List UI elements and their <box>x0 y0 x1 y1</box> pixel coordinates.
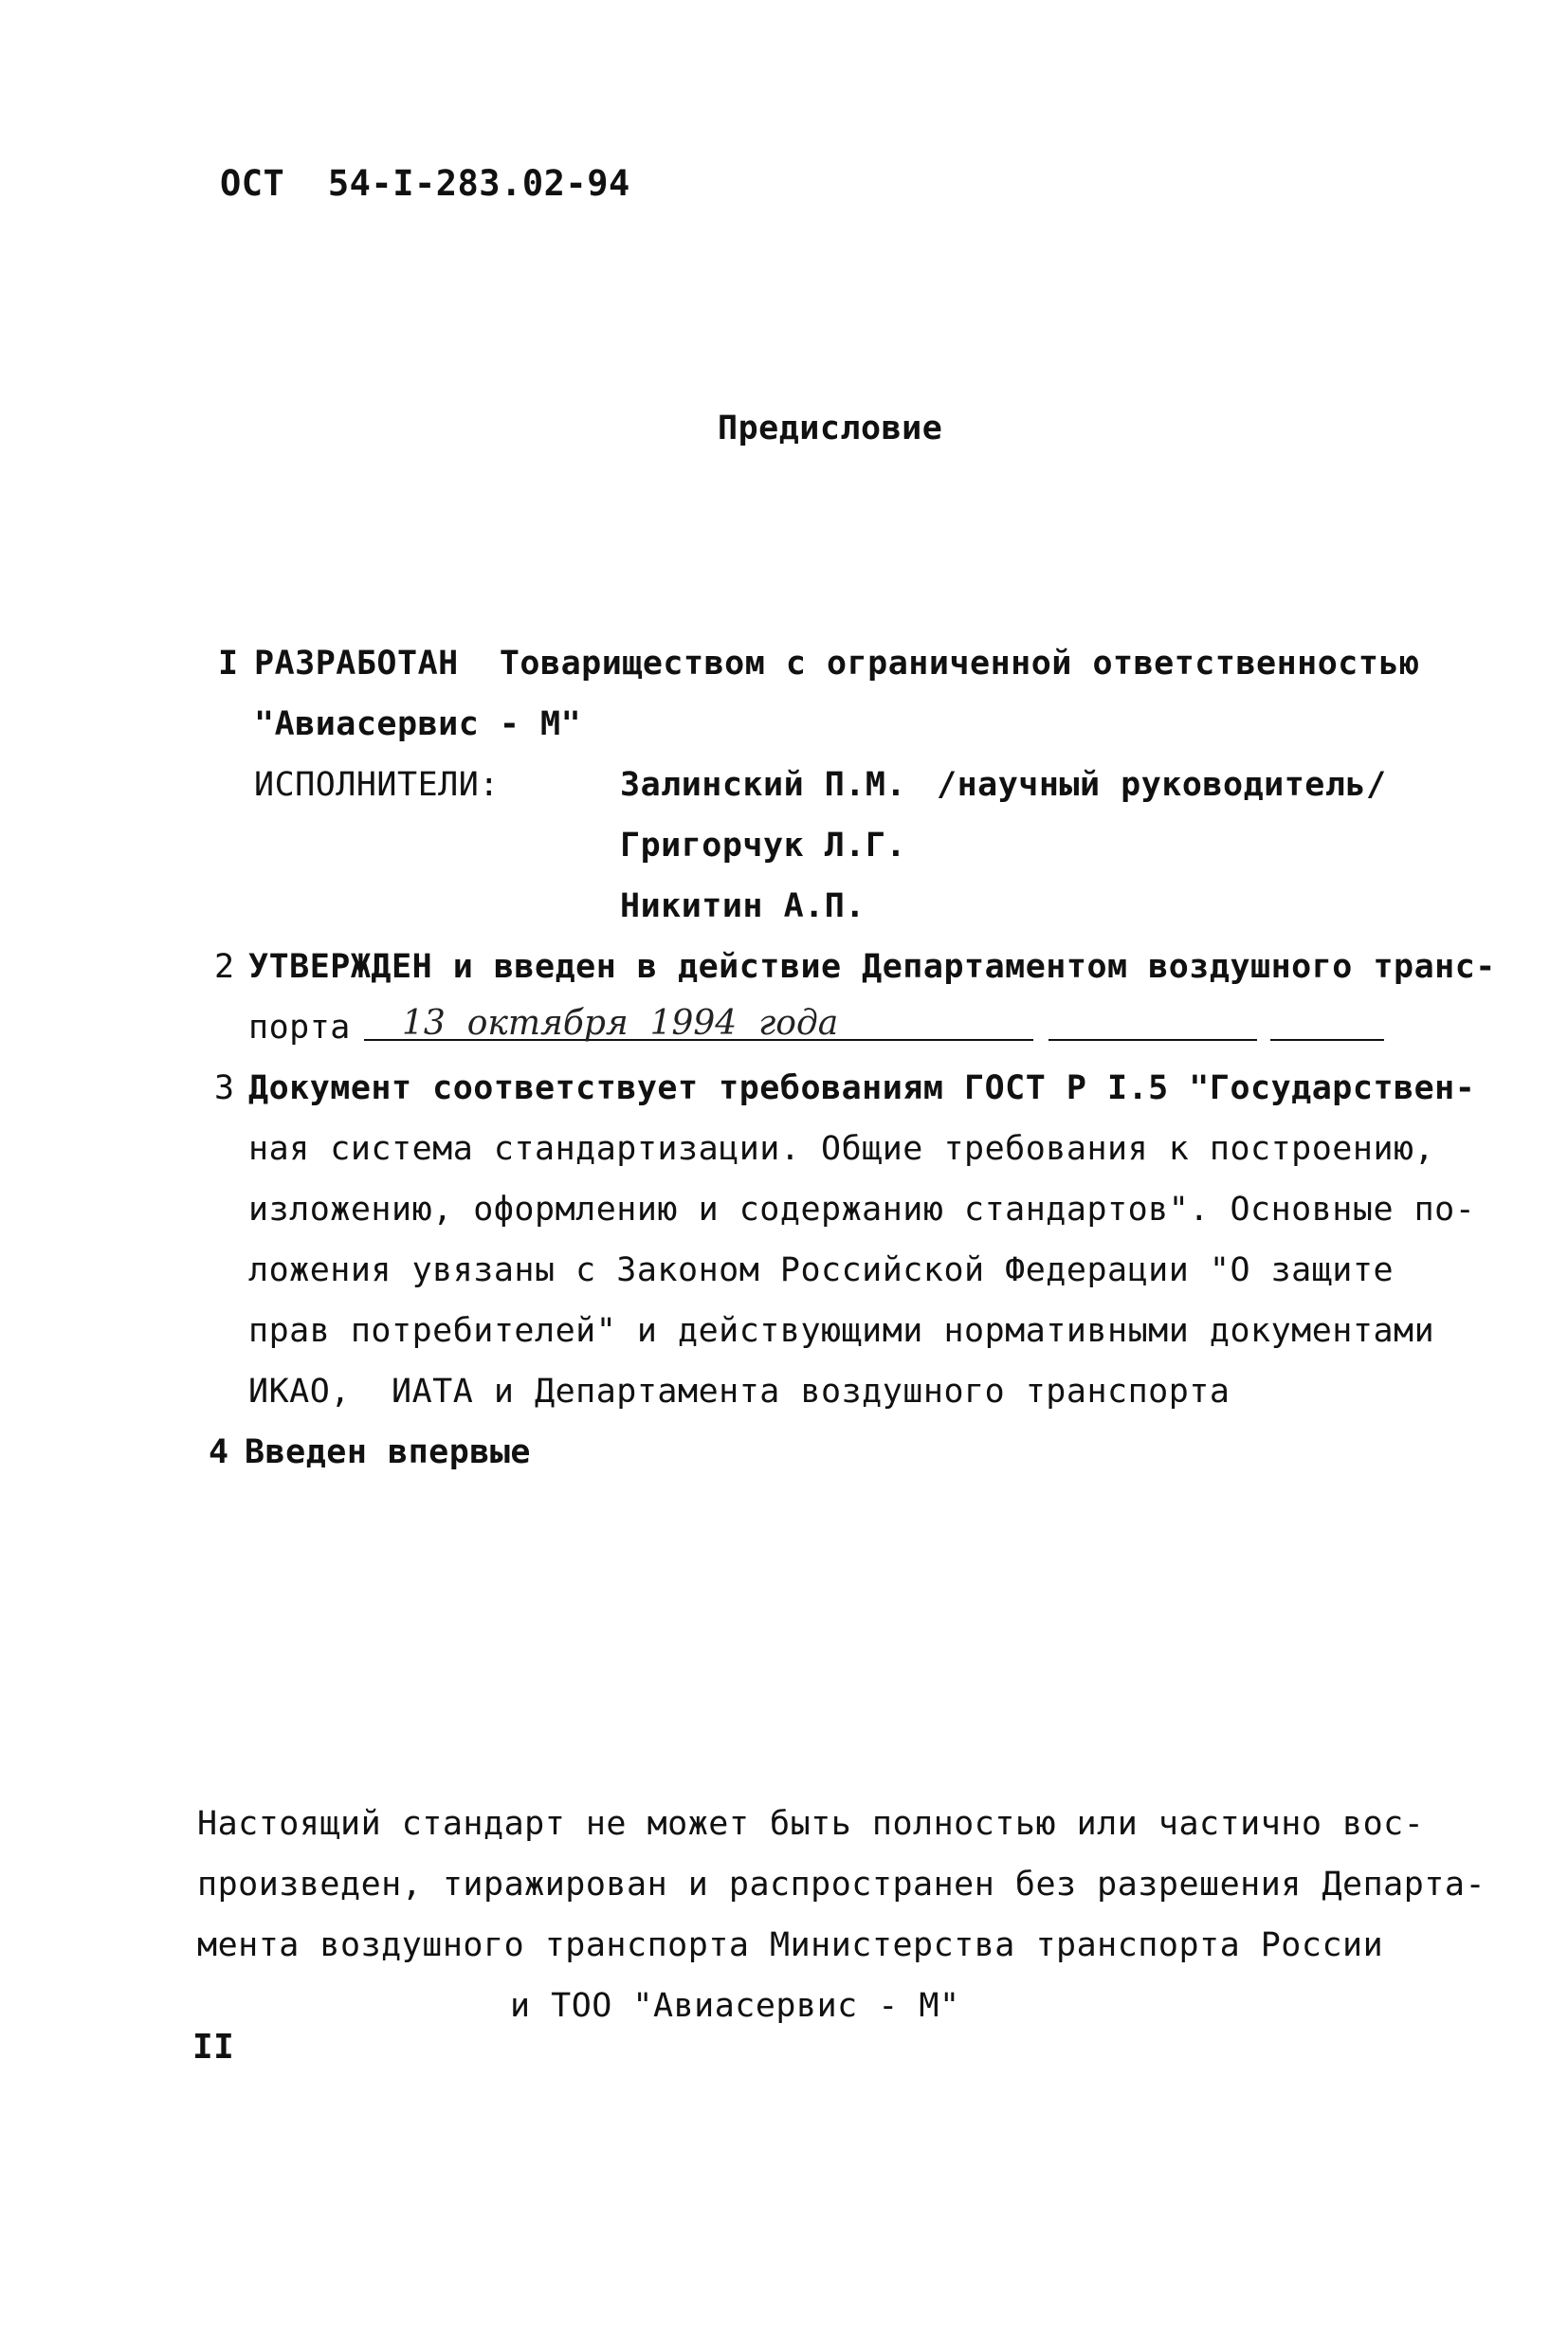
section-3-line-1: Документ соответствует требованиям ГОСТ Р I.5 "Государствен- <box>248 1069 1476 1107</box>
section-2-line-1: УТВЕРЖДЕН и введен в действие Департаментом воздушного транс- <box>248 948 1496 986</box>
section-1-number: I <box>218 645 239 683</box>
section-3-line-2: ная система стандартизации. Общие требования к построению, <box>248 1130 1435 1168</box>
page-title: Предисловие <box>718 410 943 447</box>
executor-3-name: Никитин А.П. <box>620 887 866 925</box>
page-number: II <box>192 2028 235 2067</box>
section-2-number: 2 <box>214 948 235 986</box>
fill-rule-2 <box>1048 1039 1257 1041</box>
notice-line-2: произведен, тиражирован и распространен без разрешения Департа- <box>197 1866 1486 1904</box>
section-4-number: 4 <box>209 1433 229 1471</box>
document-code: ОСТ 54-I-283.02-94 <box>220 163 630 204</box>
approval-date: 13 октября 1994 года <box>402 1004 839 1043</box>
executor-1-role: /научный руководитель/ <box>937 766 1387 804</box>
section-3-line-6: ИКАО, ИАТА и Департамента воздушного транспорта <box>248 1373 1231 1411</box>
section-3-line-5: прав потребителей" и действующими нормативными документами <box>248 1312 1435 1350</box>
section-3-number: 3 <box>214 1069 235 1107</box>
notice-line-4: и ТОО "Авиасервис - М" <box>510 1987 960 2025</box>
section-4-line-1: Введен впервые <box>245 1433 532 1471</box>
section-3-line-4: ложения увязаны с Законом Российской Федерации "О защите <box>248 1251 1395 1289</box>
notice-line-1: Настоящий стандарт не может быть полностью или частично вос- <box>197 1805 1425 1843</box>
executor-2-name: Григорчук Л.Г. <box>620 827 907 865</box>
section-3-line-3: изложению, оформлению и содержанию стандартов". Основные по- <box>248 1191 1476 1229</box>
executors-label: ИСПОЛНИТЕЛИ: <box>254 766 500 804</box>
fill-rule-3 <box>1270 1039 1384 1041</box>
section-1-line-2: "Авиасервис - М" <box>254 705 582 743</box>
notice-line-3: мента воздушного транспорта Министерства транспорта России <box>197 1926 1384 1964</box>
section-2-line-2-prefix: порта <box>248 1009 351 1047</box>
executor-1-name: Залинский П.М. <box>620 766 907 804</box>
section-1-line-1: РАЗРАБОТАН Товариществом с ограниченной ответственностью <box>254 645 1420 683</box>
